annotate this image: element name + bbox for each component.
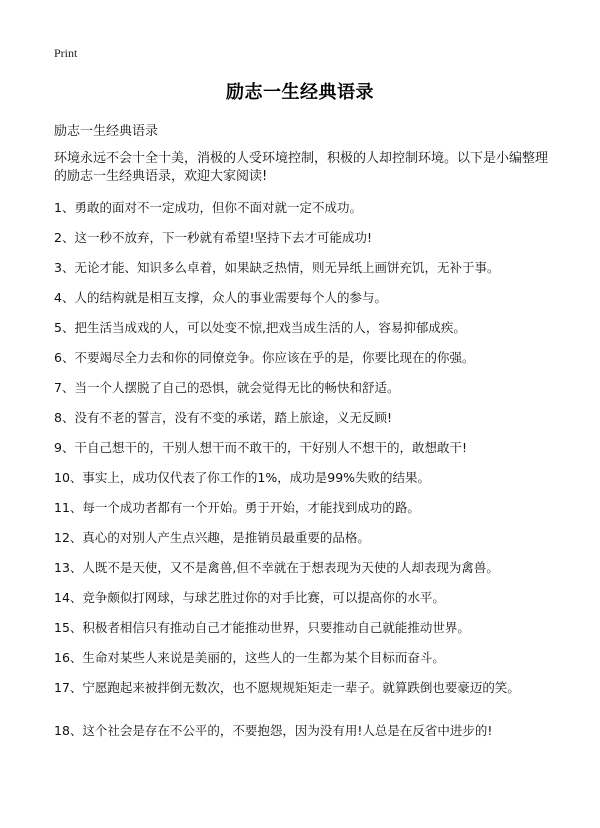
quote-item: 17、宁愿跑起来被拌倒无数次，也不愿规规矩矩走一辈子。就算跌倒也要豪迈的笑。 <box>54 680 520 695</box>
quote-item: 16、生命对某些人来说是美丽的，这些人的一生都为某个目标而奋斗。 <box>54 650 445 665</box>
quote-item: 9、干自己想干的，干别人想干而不敢干的，干好别人不想干的，敢想敢干! <box>54 440 467 455</box>
quote-item: 10、事实上，成功仅代表了你工作的1%，成功是99%失败的结果。 <box>54 470 431 485</box>
quote-item: 15、积极者相信只有推动自己才能推动世界，只要推动自己就能推动世界。 <box>54 620 470 635</box>
quote-item: 12、真心的对别人产生点兴趣，是推销员最重要的品格。 <box>54 530 370 545</box>
quote-item: 6、不要竭尽全力去和你的同僚竞争。你应该在乎的是，你要比现在的你强。 <box>54 350 475 365</box>
quote-item: 18、这个社会是存在不公平的，不要抱怨，因为没有用!人总是在反省中进步的! <box>54 723 493 738</box>
quote-item: 11、每一个成功者都有一个开始。勇于开始，才能找到成功的路。 <box>54 500 420 515</box>
quote-list <box>54 198 564 751</box>
quote-item: 13、人既不是天使，又不是禽兽,但不幸就在于想表现为天使的人却表现为禽兽。 <box>54 560 499 575</box>
quote-item: 5、把生活当成戏的人，可以处变不惊,把戏当成生活的人，容易抑郁成疾。 <box>54 320 466 335</box>
quote-item: 3、无论才能、知识多么卓着，如果缺乏热情，则无异纸上画饼充饥，无补于事。 <box>54 260 500 275</box>
quote-item: 2、这一秒不放弃，下一秒就有希望!坚持下去才可能成功! <box>54 230 372 245</box>
article-intro: 环境永远不会十全十美，消极的人受环境控制，积极的人却控制环境。以下是小编整理的励志一生经典语录，欢迎大家阅读! <box>54 151 549 184</box>
quote-item: 8、没有不老的誓言，没有不变的承诺，踏上旅途，义无反顾! <box>54 410 392 425</box>
quote-item: 1、勇敢的面对不一定成功，但你不面对就一定不成功。 <box>54 200 362 215</box>
article-subtitle: 励志一生经典语录 <box>54 124 159 139</box>
quote-item: 14、竞争颇似打网球，与球艺胜过你的对手比赛，可以提高你的水平。 <box>54 590 445 605</box>
page-title: 励志一生经典语录 <box>226 82 374 103</box>
quote-item: 4、人的结构就是相互支撑，众人的事业需要每个人的参与。 <box>54 290 387 305</box>
print-link[interactable]: Print <box>54 46 78 60</box>
quote-item: 7、当一个人摆脱了自己的恐惧，就会觉得无比的畅快和舒适。 <box>54 380 400 395</box>
